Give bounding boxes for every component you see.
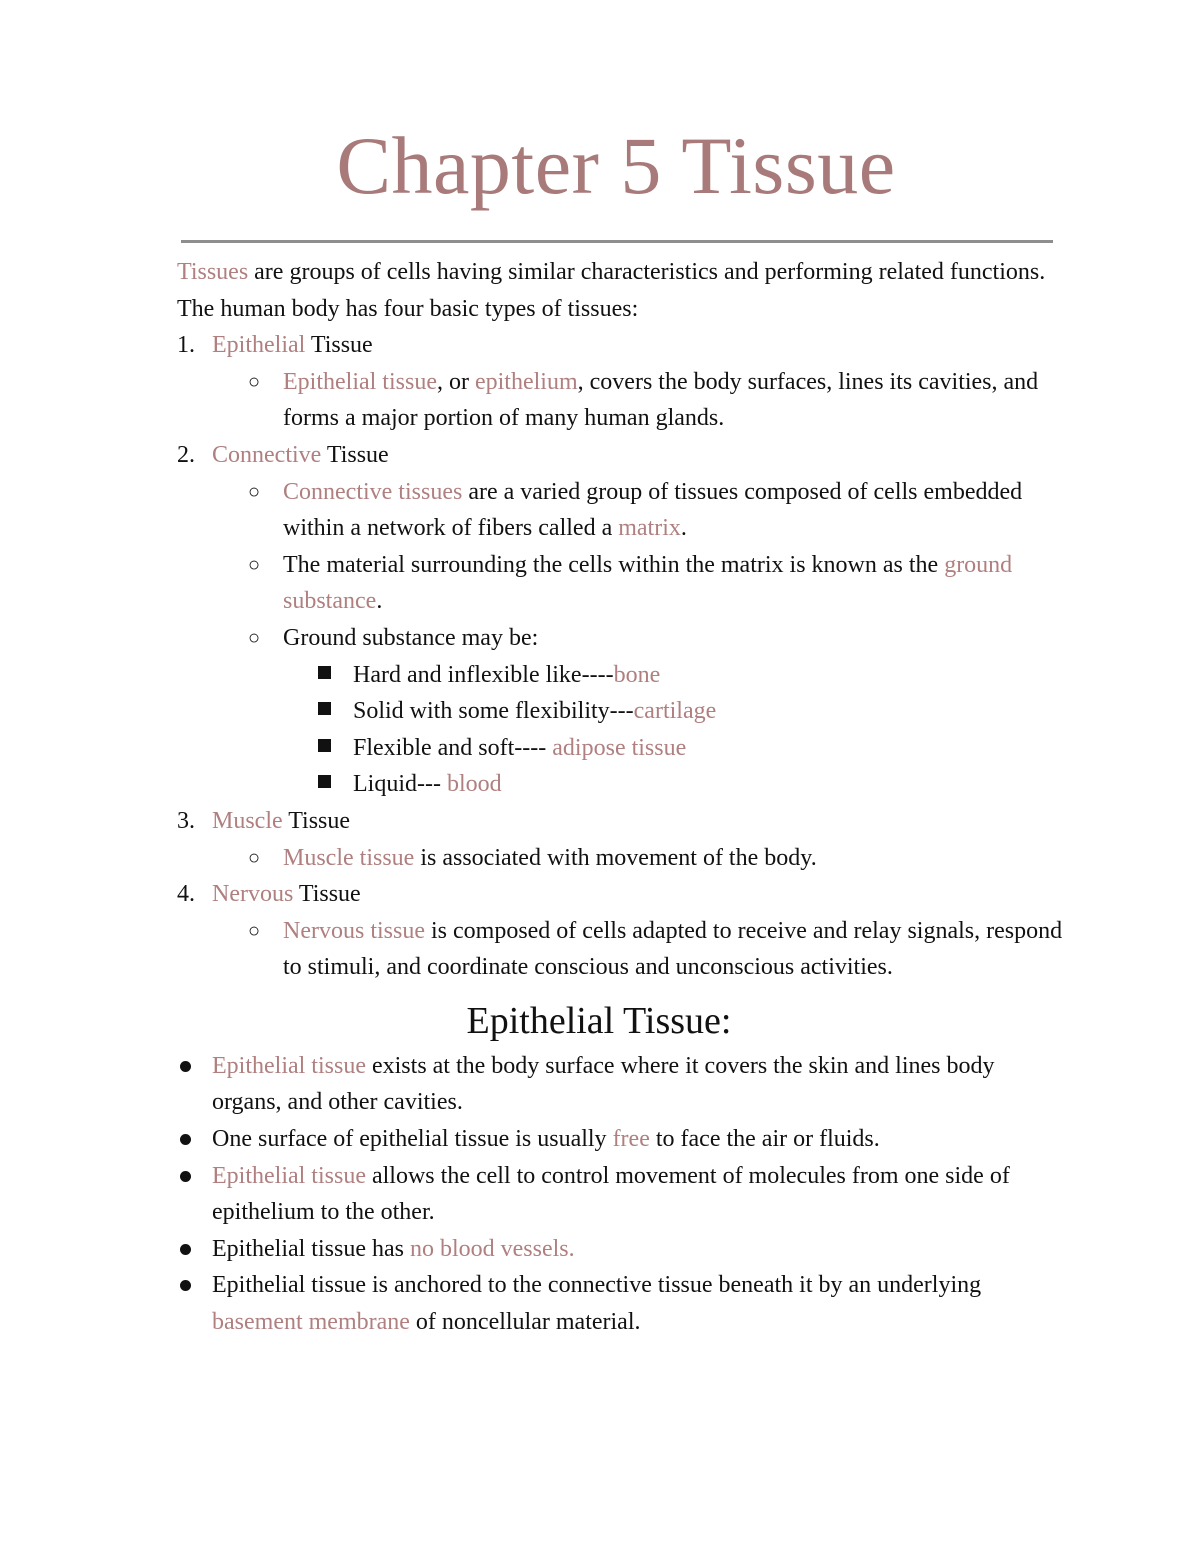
bullet-point	[177, 1048, 1067, 1121]
highlighted-term: Epithelial tissue	[212, 1052, 366, 1079]
tissue-type-suffix: Tissue	[321, 441, 389, 468]
intro-paragraph	[177, 254, 1067, 291]
text-run: is composed of cells adapted to receive and relay signals, respond to stimuli, and coordinate conscious and unconscious activities.	[283, 917, 1063, 981]
highlighted-term: bone	[613, 661, 661, 688]
bullet-point	[177, 1231, 1067, 1268]
sub-point	[177, 913, 1067, 986]
text-run: Hard and inflexible like----	[353, 661, 614, 688]
page-title: Chapter 5 Tissue	[336, 120, 896, 211]
section-heading: Epithelial Tissue:	[466, 999, 732, 1042]
highlighted-term: Epithelial tissue	[212, 1162, 366, 1189]
hollow-bullet-icon: ○	[248, 480, 261, 503]
types-intro: The human body has four basic types of tissues:	[177, 295, 639, 322]
text-run: , or	[436, 368, 475, 395]
epithelial-points-list	[177, 1048, 1067, 1341]
list-number: 1.	[177, 332, 195, 359]
bullet-point	[177, 1267, 1067, 1340]
square-bullet-icon	[318, 775, 331, 788]
bullet-icon	[180, 1244, 191, 1255]
text-run: Liquid---	[353, 771, 447, 798]
text-run: Flexible and soft----	[353, 734, 553, 761]
highlighted-term: adipose tissue	[552, 734, 687, 761]
highlighted-term: Epithelial tissue	[283, 368, 437, 395]
list-number: 2.	[177, 441, 195, 468]
bullet-icon	[180, 1280, 191, 1291]
bullet-point	[177, 1158, 1067, 1231]
highlighted-term: blood	[446, 771, 502, 798]
tissue-type-item	[177, 803, 1067, 840]
intro-text: are groups of cells having similar characteristics and performing related functions.	[248, 259, 1046, 285]
intro-term: Tissues	[177, 259, 249, 285]
text-run: .	[680, 515, 687, 542]
sub-point	[177, 840, 1067, 877]
highlighted-term: free	[612, 1126, 650, 1153]
tissue-type-suffix: Tissue	[282, 807, 351, 834]
sub-point	[177, 547, 1067, 620]
tissue-type-item	[177, 327, 1067, 364]
highlighted-term: Muscle tissue	[283, 844, 415, 871]
bullet-icon	[180, 1134, 191, 1145]
square-bullet-icon	[318, 739, 331, 752]
sub-point	[177, 474, 1067, 547]
highlighted-term: no blood vessels.	[409, 1235, 575, 1262]
hollow-bullet-icon: ○	[248, 846, 261, 869]
tissue-type-item	[177, 437, 1067, 474]
text-run: to face the air or fluids.	[649, 1126, 880, 1153]
highlighted-term: ground substance	[283, 551, 1013, 615]
text-run: , covers the body surfaces, lines its cavities, and forms a major portion of many human glands.	[283, 368, 1039, 432]
square-bullet-icon	[318, 702, 331, 715]
text-run: The material surrounding the cells within the matrix is known as the	[283, 551, 945, 578]
bullet-point	[177, 1121, 1067, 1158]
text-run: allows the cell to control movement of molecules from one side of epithelium to the other.	[212, 1162, 1010, 1226]
tissue-type-item	[177, 876, 1067, 913]
highlighted-term: basement membrane	[212, 1309, 410, 1336]
hollow-bullet-icon: ○	[248, 553, 261, 576]
list-number: 4.	[177, 881, 195, 908]
sub-sub-point	[177, 730, 1067, 767]
text-run: Solid with some flexibility---	[353, 698, 634, 725]
title-divider	[181, 240, 1053, 243]
sub-sub-point	[177, 657, 1067, 694]
sub-sub-point	[177, 766, 1067, 803]
text-run: Epithelial tissue is anchored to the connective tissue beneath it by an underlying	[212, 1272, 982, 1299]
tissue-type-term: Muscle	[212, 807, 283, 834]
text-run: are a varied group of tissues composed of cells embedded within a network of fibers called a	[283, 478, 1023, 542]
highlighted-term: cartilage	[633, 698, 717, 725]
square-bullet-icon	[318, 666, 331, 679]
tissue-type-suffix: Tissue	[305, 332, 373, 359]
highlighted-term: epithelium	[474, 368, 578, 395]
text-run: .	[376, 588, 383, 615]
sub-sub-point	[177, 693, 1067, 730]
hollow-bullet-icon: ○	[248, 919, 261, 942]
text-run: exists at the body surface where it covers the skin and lines body organs, and other cavities.	[212, 1052, 995, 1116]
highlighted-term: matrix	[618, 515, 681, 542]
text-run: of noncellular material.	[409, 1309, 641, 1336]
tissue-type-term: Epithelial	[212, 332, 306, 359]
sub-point	[177, 364, 1067, 437]
text-run: is associated with movement of the body.	[414, 844, 817, 871]
text-run: Epithelial tissue has	[212, 1235, 410, 1262]
tissue-types-list	[177, 327, 1067, 986]
bullet-icon	[180, 1171, 191, 1182]
tissue-type-suffix: Tissue	[293, 881, 361, 908]
highlighted-term: Nervous tissue	[283, 917, 425, 944]
sub-point	[177, 620, 1067, 657]
text-run: One surface of epithelial tissue is usually	[212, 1126, 613, 1153]
highlighted-term: Connective tissues	[283, 478, 463, 505]
tissue-type-term: Connective	[212, 441, 322, 468]
list-number: 3.	[177, 807, 195, 834]
document-body	[177, 254, 1067, 1341]
tissue-type-term: Nervous	[212, 881, 294, 908]
text-run: Ground substance may be:	[283, 624, 539, 651]
hollow-bullet-icon: ○	[248, 626, 261, 649]
hollow-bullet-icon: ○	[248, 370, 261, 393]
bullet-icon	[180, 1061, 191, 1072]
